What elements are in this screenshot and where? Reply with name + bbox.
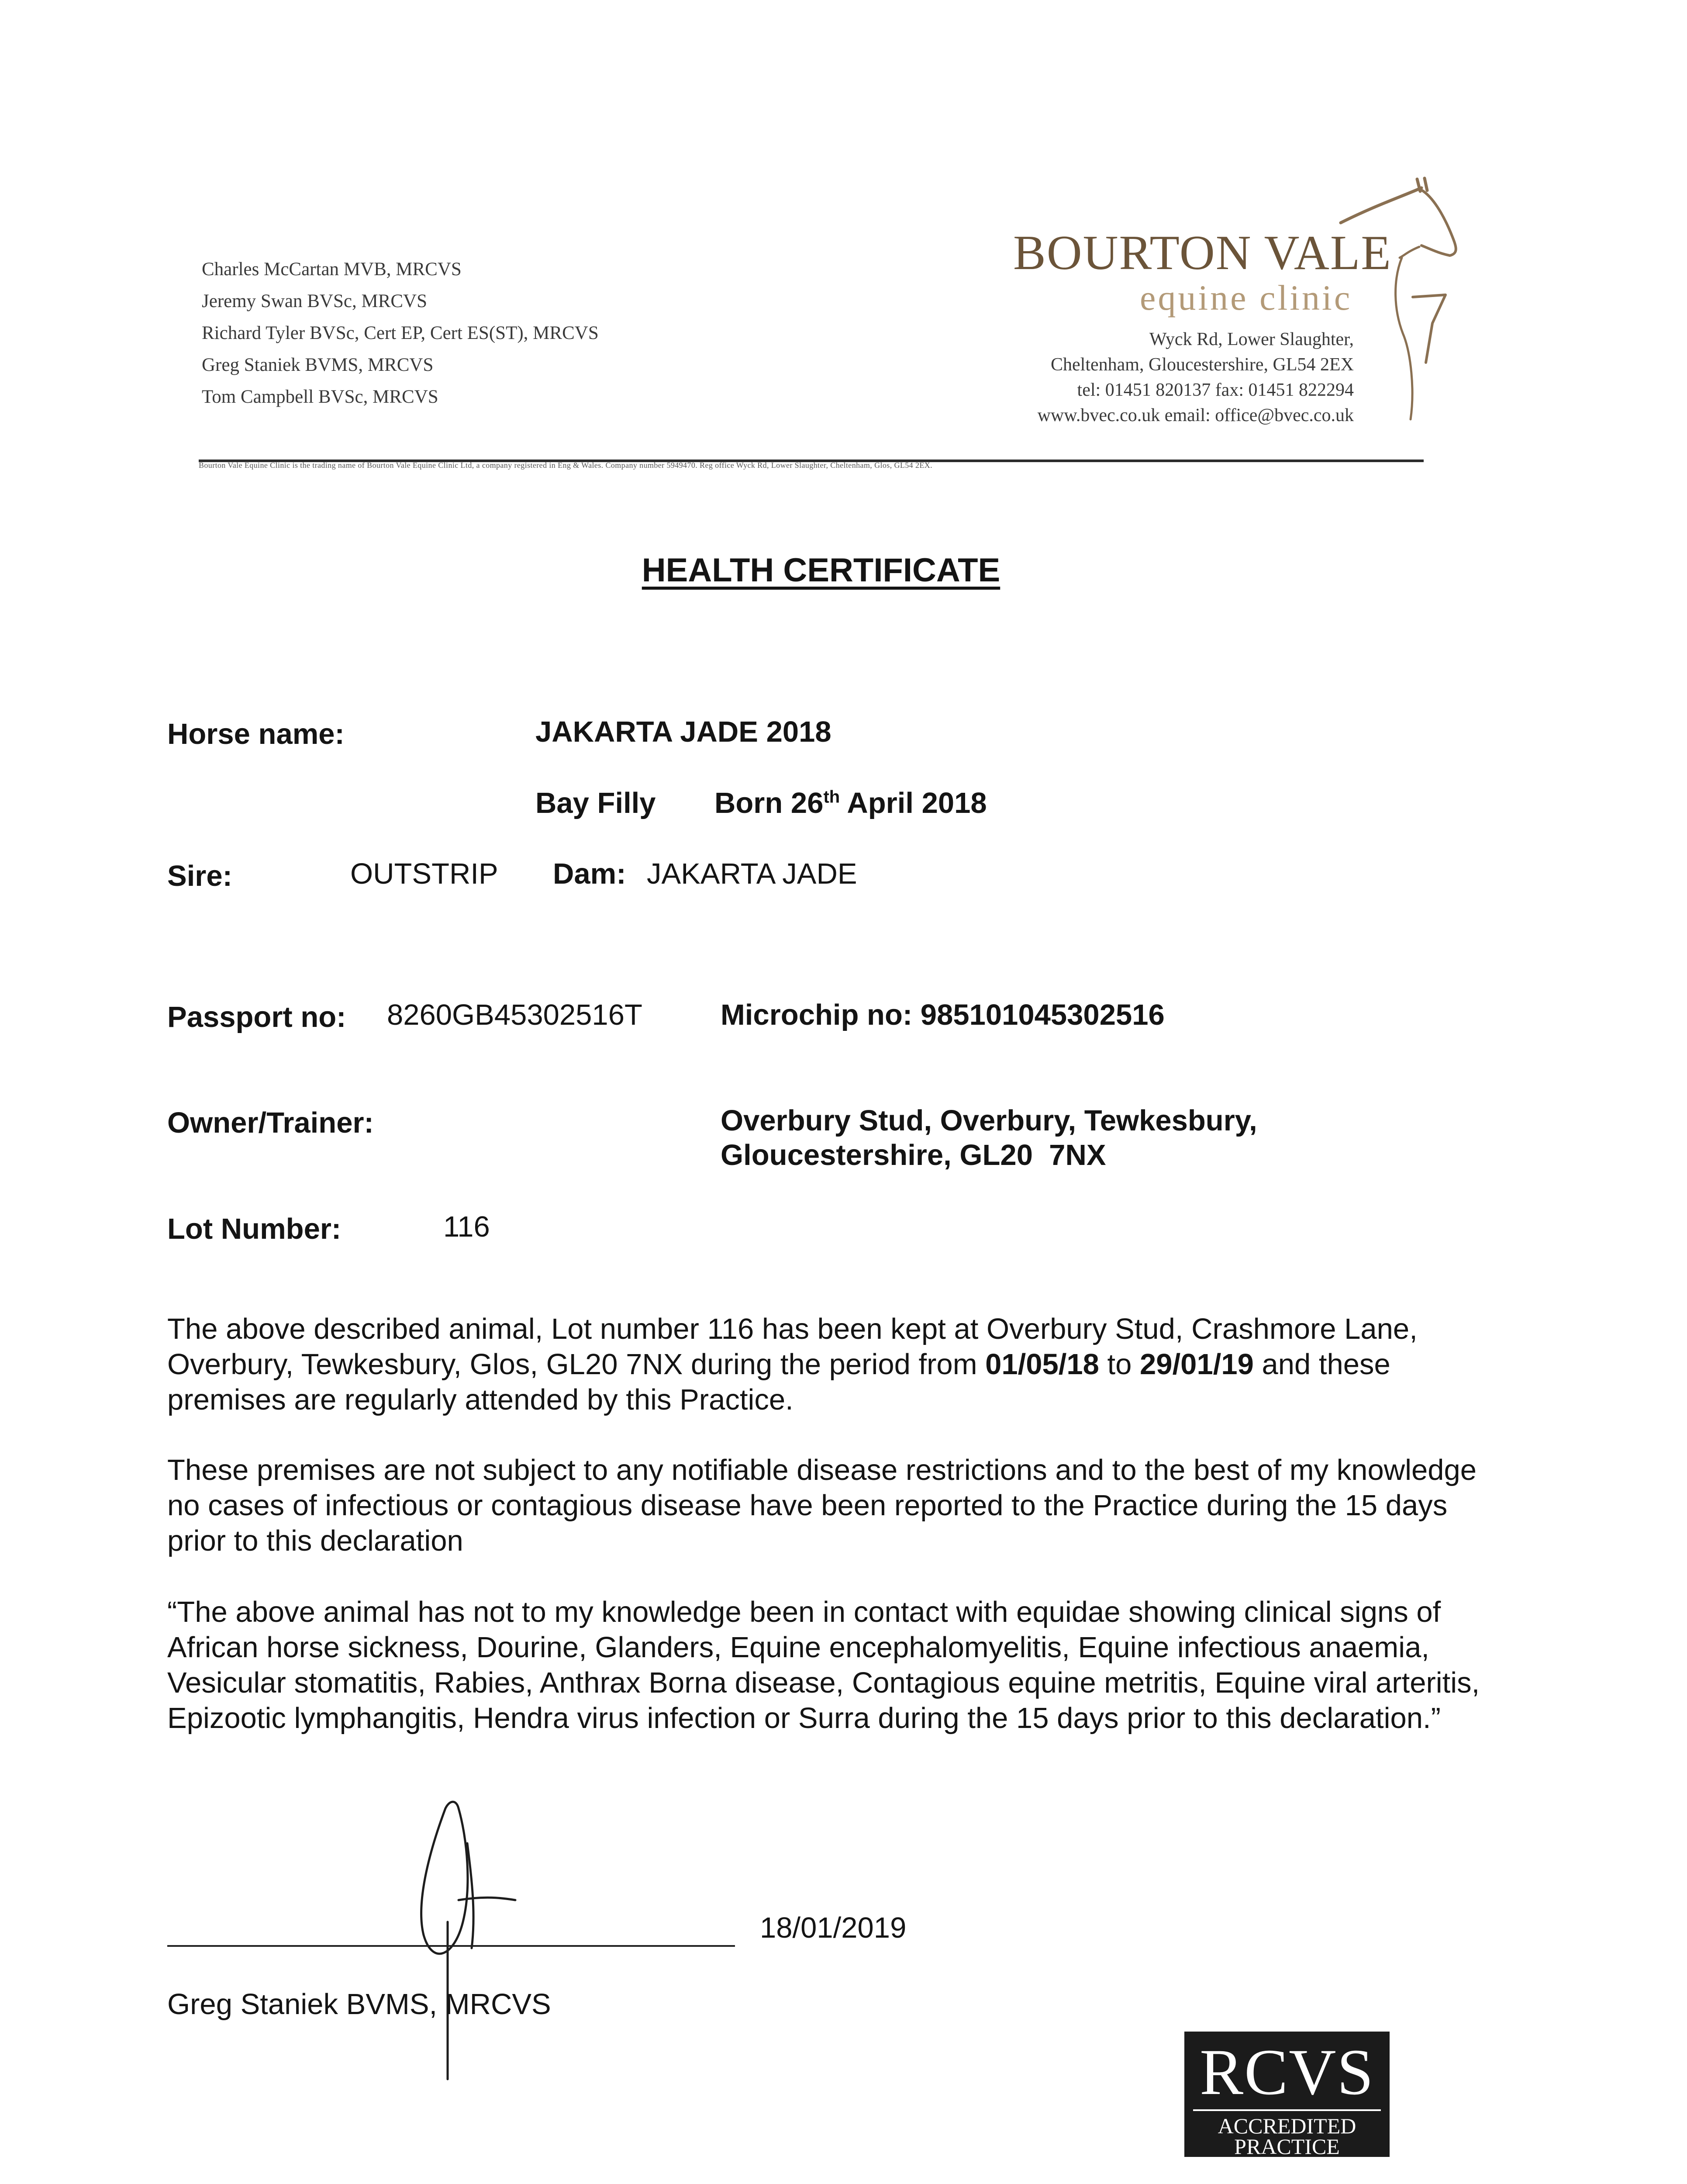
vets-list (202, 253, 599, 413)
address-line: Cheltenham, Gloucestershire, GL54 2EX (1051, 355, 1354, 375)
vet-name: Jeremy Swan BVSc, MRCVS (202, 291, 428, 311)
signature-date: 18/01/2019 (760, 1911, 907, 1944)
dam-label: Dam: (553, 857, 626, 890)
owner-address-line: Overbury Stud, Overbury, Tewkesbury, (721, 1104, 1257, 1137)
web-email-line: www.bvec.co.uk email: office@bvec.co.uk (1037, 405, 1354, 425)
contact-line: tel: 01451 820137 fax: 01451 822294 (1077, 380, 1354, 400)
birth-date-suffix: April 2018 (840, 787, 987, 819)
owner-address-line: Gloucestershire, GL20 7NX (721, 1139, 1106, 1171)
p1-text: and these premises are regularly attended by this Practice. (167, 1348, 1390, 1416)
birth-date-prefix: Born 26 (714, 787, 824, 819)
dam-value: JAKARTA JADE (647, 857, 857, 890)
badge-line-1: ACCREDITED (1218, 2114, 1356, 2138)
microchip-number: Microchip no: 985101045302516 (721, 999, 1165, 1031)
birth-date-ordinal: th (823, 787, 840, 807)
p1-text: to (1099, 1348, 1140, 1381)
vet-name: Charles McCartan MVB, MRCVS (202, 259, 462, 280)
horse-name-label: Horse name: (167, 718, 345, 750)
period-from-date: 01/05/18 (985, 1348, 1099, 1381)
handwritten-signature (406, 1791, 528, 2088)
declaration-paragraph-3: “The above animal has not to my knowledge been in contact with equidae showing clinical signs of African horse sickness, Dourine, Glanders, Equine encephalomyelitis, Equine infectious anaemia, Vesicular stomatitis, Rabies, Anthrax Borna disease, Contagious equine metritis, Equine viral arteritis, Epizootic lymphangitis, Hendra virus infection or Surra during the 15 days prior to this declaration.” (167, 1596, 1480, 1735)
sire-label: Sire: (167, 860, 232, 892)
clinic-logo-name: BOURTON VALE (1013, 226, 1392, 280)
birth-date (714, 786, 987, 820)
sire-value: OUTSTRIP (350, 857, 498, 890)
declaration-paragraph-2: These premises are not subject to any notifiable disease restrictions and to the best of my knowledge no cases of infectious or contagious disease have been reported to the Practice during the 15 days prior to this declaration (167, 1454, 1477, 1557)
vet-name: Greg Staniek BVMS, MRCVS (202, 355, 434, 375)
vet-name: Richard Tyler BVSc, Cert EP, Cert ES(ST), MRCVS (202, 323, 599, 343)
vet-name: Tom Campbell BVSc, MRCVS (202, 387, 438, 407)
declaration-paragraph-1 (167, 1311, 1499, 1417)
lot-number-value: 116 (443, 1210, 490, 1243)
clinic-logo-subtitle: equine clinic (1140, 278, 1352, 318)
p1-text: The above described animal, Lot number 116 has been kept at Overbury Stud, Crashmore Lane, Overbury, Tewkesbury, Glos, GL20 7NX during the period from (167, 1313, 1418, 1381)
signature-line (167, 1945, 735, 1947)
signatory-name: Greg Staniek BVMS, MRCVS (167, 1988, 551, 2021)
company-registration-text: Bourton Vale Equine Clinic is the trading name of Bourton Vale Equine Clinic Ltd, a company registered in Eng & Wales. Company number 5949470. Reg office Wyck Rd, Lower Slaughter, Cheltenham, Glos, GL54 2EX. (199, 461, 933, 470)
period-to-date: 29/01/19 (1140, 1348, 1254, 1381)
horse-name-value: JAKARTA JADE 2018 (535, 715, 831, 748)
document-title: HEALTH CERTIFICATE (642, 552, 1000, 589)
address-line: Wyck Rd, Lower Slaughter, (1149, 329, 1354, 349)
lot-number-label: Lot Number: (167, 1213, 342, 1245)
horse-description: Bay Filly (535, 787, 656, 819)
badge-divider (1193, 2109, 1381, 2111)
badge-line-2: PRACTICE (1234, 2136, 1340, 2157)
passport-value: 8260GB45302516T (387, 999, 642, 1031)
badge-main-text: RCVS (1200, 2036, 1374, 2108)
rcvs-accredited-badge (1184, 2032, 1390, 2157)
passport-label: Passport no: (167, 1001, 346, 1033)
clinic-address (1038, 327, 1354, 428)
owner-trainer-label: Owner/Trainer: (167, 1106, 374, 1139)
